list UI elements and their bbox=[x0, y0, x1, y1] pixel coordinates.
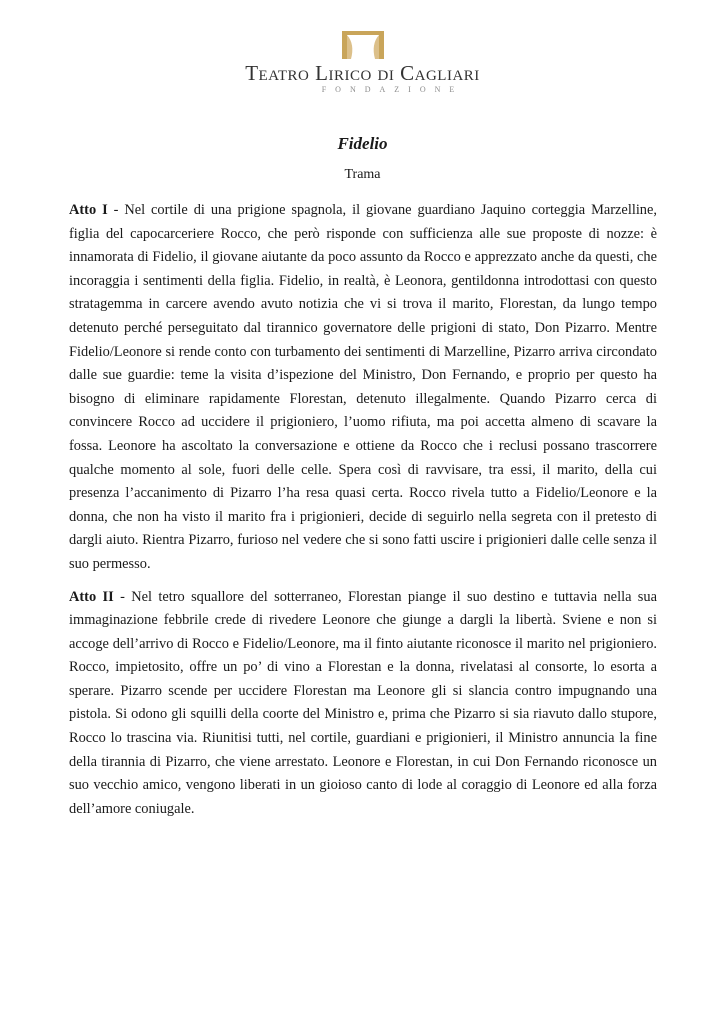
theatre-name: Teatro Lirico di Cagliari bbox=[245, 61, 480, 85]
act2-text: - Nel tetro squallore del sotterraneo, Florestan piange il suo destino e tuttavia nella sua immaginazione febbrile crede di rivedere Leonore che giunge a dargli la libertà. Sviene e non si accoge dell’arrivo di Rocco e Fidelio/Leonore, ma il finto aiutante riconosce il marito nel prigioniero. Rocco, impietosito, offre un po’ di vino a Florestan e la donna, rivelatasi al consorte, lo esorta a sperare. Pizarro scende per uccidere Florestan ma Leonore gli si slancia contro impugnando una pistola. Si odono gli squilli della coorte del Ministro e, prima che Pizarro si sia riavuto dallo stupore, Rocco lo trascina via. Riunitisi tutti, nel cortile, guardiani e prigionieri, il Ministro annuncia la fine della tirannia di Pizarro, che viene arrestato. Leonore e Florestan, in cui Don Fernando riconosce un suo vecchio amico, vengono liberati in un gioioso canto di lode al coraggio di Leonore ed alla forza dell’amore coniugale. bbox=[69, 588, 657, 817]
theatre-subtitle: FONDAZIONE bbox=[321, 85, 464, 94]
act1-text: - Nel cortile di una prigione spagnola, il giovane guardiano Jaquino corteggia Marzelline, figlia del capocarceriere Rocco, che però risponde con sufficienza alle sue proposte di nozze: è innamorata di Fidelio, il giovane aiutante da poco assunto da Rocco e apprezzato anche da questi, che incoraggia i sentimenti della figlia. Fidelio, in realtà, è Leonora, gentildonna introdottasi con questo stratagemma in carcere avendo avuto notizia che vi si trova il marito, Florestan, da lungo tempo detenuto perché perseguitato dal tirannico governatore delle prigioni di stato, Don Pizarro. Mentre Fidelio/Leonore si rende conto con turbamento dei sentimenti di Marzelline, Pizarro arriva circondato dalle sue guardie: teme la visita d’ispezione del Ministro, Don Fernando, e proprio per questo ha bisogno di eliminare rapidamente Florestan, detenuto illegalmente. Quando Pizarro cerca di convincere Rocco ad uccidere il prigioniero, l’uomo rifiuta, ma poi accetta almeno di scavare la fossa. Leonore ha ascoltato la conversazione e ottiene da Rocco che i reclusi possano trascorrere qualche momento al sole, fuori delle celle. Spera così di ravvisare, tra essi, il marito, della cui presenza l’accanimento di Pizarro l’ha resa quasi certa. Rocco rivela tutto a Fidelio/Leonore e la donna, che non ha visto il marito fra i prigionieri, decide di seguirlo nella segreta con il pretesto di dargli aiuto. Rientra Pizarro, furioso nel vedere che si sono fatti uscire i prigionieri dalle celle senza il suo permesso. bbox=[69, 202, 657, 572]
document-title: Fidelio bbox=[337, 134, 388, 153]
page-header bbox=[0, 30, 725, 94]
act1-paragraph bbox=[69, 199, 657, 577]
act2-label: Atto II bbox=[69, 588, 114, 605]
document-subtitle: Trama bbox=[344, 167, 381, 182]
act1-label: Atto I bbox=[69, 202, 108, 218]
document-body bbox=[69, 199, 657, 830]
act2-paragraph bbox=[69, 586, 657, 822]
theatre-logo-icon bbox=[341, 30, 385, 60]
